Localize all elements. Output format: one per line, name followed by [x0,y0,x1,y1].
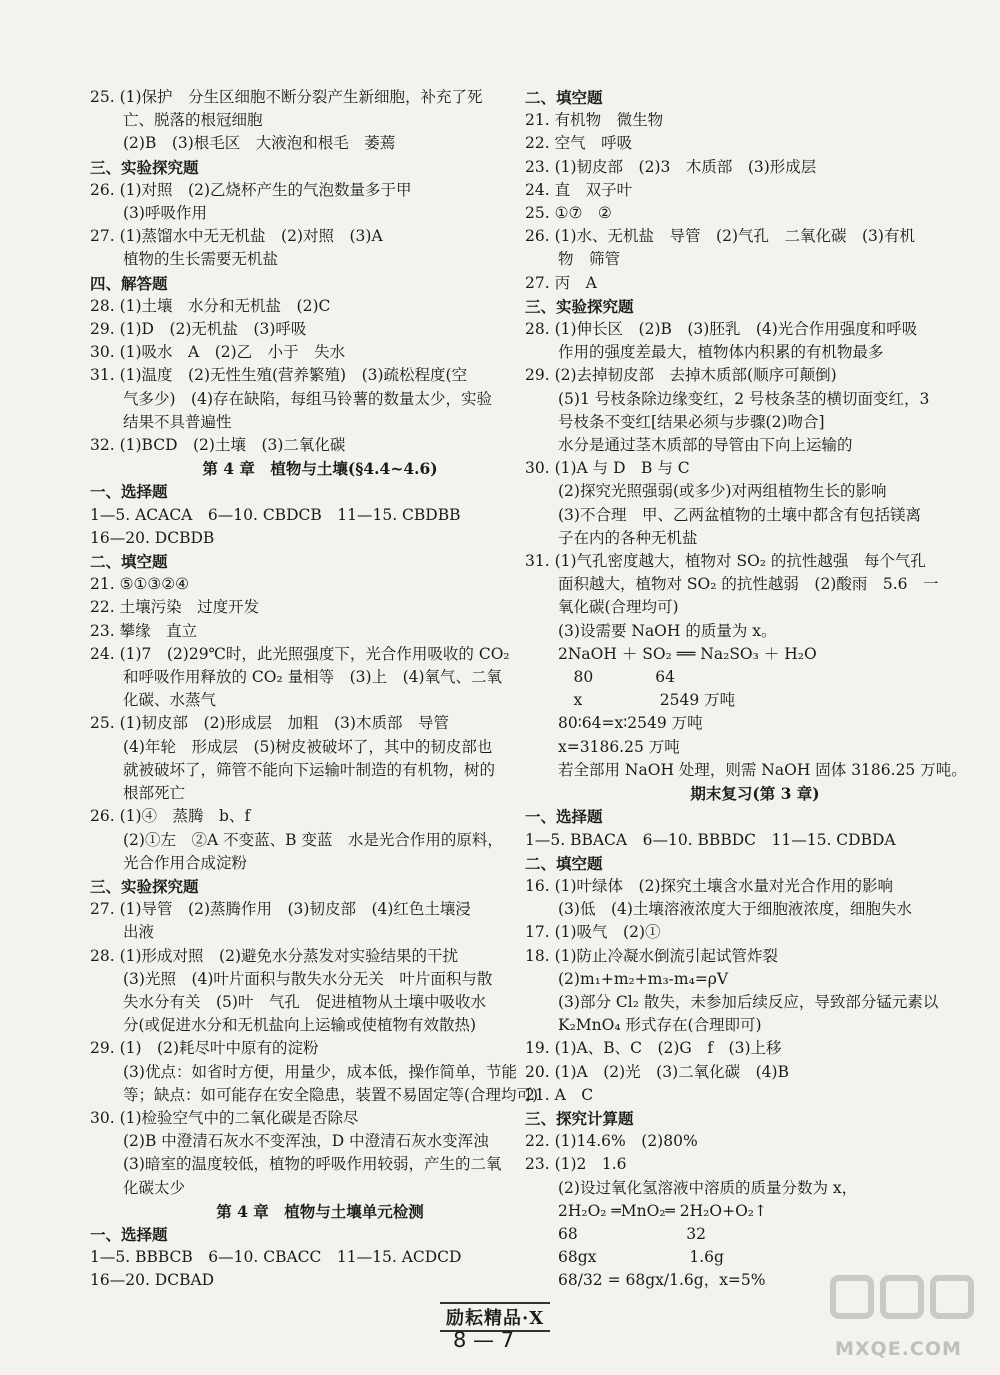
answer-line: 26. (1)④ 蒸腾 b、f [90,807,251,826]
answer-line-continued: 物 筛管 [558,250,621,269]
answer-line-continued: 氧化碳(合理均可) [558,598,679,617]
answer-line: 23. (1)韧皮部 (2)3 木质部 (3)形成层 [525,157,817,176]
answer-line: 28. (1)形成对照 (2)避免水分蒸发对实验结果的干扰 [90,946,458,965]
answer-line-continued: 化碳太少 [123,1178,186,1197]
answer-line-continued: 面积越大，植物对 SO₂ 的抗性越弱 (2)酸雨 5.6 一 [558,575,939,594]
answer-line: 1—5. BBBCB 6—10. CBACC 11—15. ACDCD [90,1248,462,1267]
answer-line-continued: 号枝条不变红[结果必须与步骤(2)吻合] [558,412,825,431]
answer-line-continued: 若全部用 NaOH 处理，则需 NaOH 固体 3186.25 万吨。 [558,760,967,779]
answer-line-continued: 根部死亡 [123,784,186,803]
answer-line: 26. (1)对照 (2)乙烧杯产生的气泡数量多于甲 [90,180,412,199]
answer-line: 1—5. BBACA 6—10. BBBDC 11—15. CDBDA [525,830,896,849]
answer-line: 27. (1)蒸馏水中无无机盐 (2)对照 (3)A [90,227,383,246]
answer-line: 21. ⑤①③②④ [90,575,190,594]
answer-line: 31. (1)温度 (2)无性生殖(营养繁殖) (3)疏松程度(空 [90,366,468,385]
answer-line: 21. A C [525,1085,594,1104]
answer-line: 1—5. ACACA 6—10. CBDCB 11—15. CBDBB [90,505,461,524]
answer-line-continued: K₂MnO₄ 形式存在(合理即可) [558,1016,762,1035]
answer-line-continued: 80 64 [558,668,675,687]
answer-line-continued: (2)m₁+m₂+m₃-m₄=ρV [558,969,729,988]
section-heading: 二、填空题 [525,88,603,107]
answer-line: 29. (1)D (2)无机盐 (3)呼吸 [90,320,307,339]
answer-line: 31. (1)气孔密度越大，植物对 SO₂ 的抗性越强 每个气孔 [525,552,926,571]
answer-line: 29. (2)去掉韧皮部 去掉木质部(顺序可颠倒) [525,366,837,385]
answer-line: 25. (1)韧皮部 (2)形成层 加粗 (3)木质部 导管 [90,714,449,733]
answer-line-continued: 结果不具普遍性 [123,412,232,431]
answer-line: 16. (1)叶绿体 (2)探究土壤含水量对光合作用的影响 [525,876,893,895]
section-heading: 三、探究计算题 [525,1108,634,1128]
answer-line-continued: x=3186.25 万吨 [558,737,680,756]
answer-line-continued: (2)探究光照强弱(或多少)对两组植物生长的影响 [558,482,887,501]
right-column [525,86,967,1293]
answer-line-continued: 等；缺点：如可能存在安全隐患，装置不易固定等(合理均可) [123,1085,539,1104]
answer-line-continued: 光合作用合成淀粉 [123,853,248,872]
section-heading: 二、填空题 [525,853,603,873]
left-column [90,86,539,1293]
answer-line: 24. (1)7 (2)29℃时，此光照强度下，光合作用吸收的 CO₂ [90,644,510,663]
answer-line-continued: (3)优点：如省时方便，用量少，成本低，操作简单，节能 [123,1062,517,1081]
answer-line-continued: (2)设过氧化氢溶液中溶质的质量分数为 x， [558,1178,858,1197]
answer-line-continued: 2H₂O₂ ═MnO₂═ 2H₂O+O₂↑ [558,1201,768,1220]
answer-line-continued: (2)①左 ②A 不变蓝、B 变蓝 水是光合作用的原料， [123,830,503,849]
section-heading: 四、解答题 [90,273,168,293]
answer-line: 19. (1)A、B、C (2)G f (3)上移 [525,1039,782,1058]
answer-line-continued: 水分是通过茎木质部的导管由下向上运输的 [558,436,853,455]
answer-line: 18. (1)防止冷凝水倒流引起试管炸裂 [525,946,779,965]
answer-line-continued: (3)部分 Cl₂ 散失，未参加后续反应，导致部分锰元素以 [558,992,939,1011]
section-heading: 一、选择题 [525,807,603,827]
section-heading: 三、实验探究题 [90,157,199,177]
answer-line-continued: x 2549 万吨 [558,691,736,710]
answer-line-continued: 和呼吸作用释放的 CO₂ 量相等 (3)上 (4)氧气、二氧 [123,668,503,687]
answer-line: 22. (1)14.6% (2)80% [525,1132,698,1151]
answer-line: 23. (1)2 1.6 [525,1155,627,1174]
answer-line: 30. (1)检验空气中的二氧化碳是否除尽 [90,1108,359,1127]
page-number: 8 — 7 [453,1328,515,1352]
answer-line-continued: 2NaOH ＋ SO₂ ══ Na₂SO₃ ＋ H₂O [558,644,817,663]
answer-line: 32. (1)BCD (2)土壤 (3)二氧化碳 [90,436,346,455]
answer-line-continued: (3)设需要 NaOH 的质量为 x。 [558,621,777,640]
answer-line-continued: 80∶64=x∶2549 万吨 [558,714,703,733]
answer-line-continued: 亡、脱落的根冠细胞 [123,111,263,130]
answer-line-continued: (2)B (3)根毛区 大液泡和根毛 萎蔫 [123,134,396,153]
answer-line: 20. (1)A (2)光 (3)二氧化碳 (4)B [525,1062,789,1081]
answer-line-continued: 气多少) (4)存在缺陷，每组马铃薯的数量太少，实验 [123,389,493,408]
answer-line: 26. (1)水、无机盐 导管 (2)气孔 二氧化碳 (3)有机 [525,227,915,246]
answer-line-continued: 作用的强度差最大，植物体内积累的有机物最多 [558,343,884,362]
section-heading: 三、实验探究题 [525,296,634,316]
answer-line: 22. 土壤污染 过度开发 [90,598,260,617]
answer-line: 27. (1)导管 (2)蒸腾作用 (3)韧皮部 (4)红色土壤浸 [90,900,471,919]
chapter-title: 第 4 章 植物与土壤(§4.4~4.6) [202,459,438,479]
answer-line: 21. 有机物 微生物 [525,111,664,130]
answer-line: 27. 丙 A [525,273,597,292]
answer-line: 29. (1) (2)耗尽叶中原有的淀粉 [90,1039,319,1058]
answer-line-continued: 出液 [123,923,155,942]
answer-line: 17. (1)吸气 (2)① [525,923,661,942]
answer-line-continued: 子在内的各种无机盐 [558,528,698,547]
answer-line-continued: (4)年轮 形成层 (5)树皮被破坏了，其中的韧皮部也 [123,737,493,756]
answer-line-continued: (3)不合理 甲、乙两盆植物的土壤中都含有包括镁离 [558,505,921,524]
watermark-text: MXQE.COM [835,1338,962,1360]
section-heading: 一、选择题 [90,482,168,502]
answer-line-continued: (3)暗室的温度较低，植物的呼吸作用较弱，产生的二氧 [123,1155,502,1174]
answer-line-continued: 68gx 1.6g [558,1248,724,1267]
answer-line: 23. 攀缘 直立 [90,621,198,640]
answer-line: 24. 直 双子叶 [525,180,633,199]
answer-line-continued: 就被破坏了，筛管不能向下运输叶制造的有机物，树的 [123,760,496,779]
answer-line-continued: 化碳、水蒸气 [123,691,217,710]
answer-line-continued: (3)光照 (4)叶片面积与散失水分无关 叶片面积与散 [123,969,493,988]
answer-line-continued: (5)1 号枝条除边缘变红，2 号枝条茎的横切面变红，3 [558,389,930,408]
section-heading: 三、实验探究题 [90,876,199,896]
answer-line-continued: 分(或促进水分和无机盐向上运输或使植物有效散热) [123,1016,477,1035]
section-heading: 一、选择题 [90,1224,168,1244]
answer-line: 16—20. DCBDB [90,528,215,547]
answer-line-continued: (3)低 (4)土壤溶液浓度大于细胞液浓度，细胞失水 [558,900,912,919]
answer-line: 30. (1)A 与 D B 与 C [525,459,690,478]
section-heading: 二、填空题 [90,552,168,572]
answer-line: 28. (1)土壤 水分和无机盐 (2)C [90,296,331,315]
answer-line: 25. ①⑦ ② [525,204,612,223]
answer-line-continued: 68/32 = 68gx/1.6g，x=5% [558,1271,766,1290]
answer-line-continued: (2)B 中澄清石灰水不变浑浊，D 中澄清石灰水变浑浊 [123,1132,489,1151]
answer-line: 16—20. DCBAD [90,1271,215,1290]
answer-line: 30. (1)吸水 A (2)乙 小于 失水 [90,343,346,362]
footer-brand: 励耘精品·X [440,1302,550,1332]
chapter-title: 期末复习(第 3 章) [690,784,820,804]
answer-line-continued: (3)呼吸作用 [123,204,207,223]
answer-line-continued: 植物的生长需要无机盐 [123,250,279,269]
answer-line: 25. (1)保护 分生区细胞不断分裂产生新细胞，补充了死 [90,88,483,106]
answer-line-continued: 68 32 [558,1224,706,1243]
answer-line-continued: 失水分有关 (5)叶 气孔 促进植物从土壤中吸收水 [123,992,486,1011]
chapter-title: 第 4 章 植物与土壤单元检测 [216,1201,424,1221]
answer-line: 22. 空气 呼吸 [525,134,633,153]
answer-line: 28. (1)伸长区 (2)B (3)胚乳 (4)光合作用强度和呼吸 [525,320,918,339]
